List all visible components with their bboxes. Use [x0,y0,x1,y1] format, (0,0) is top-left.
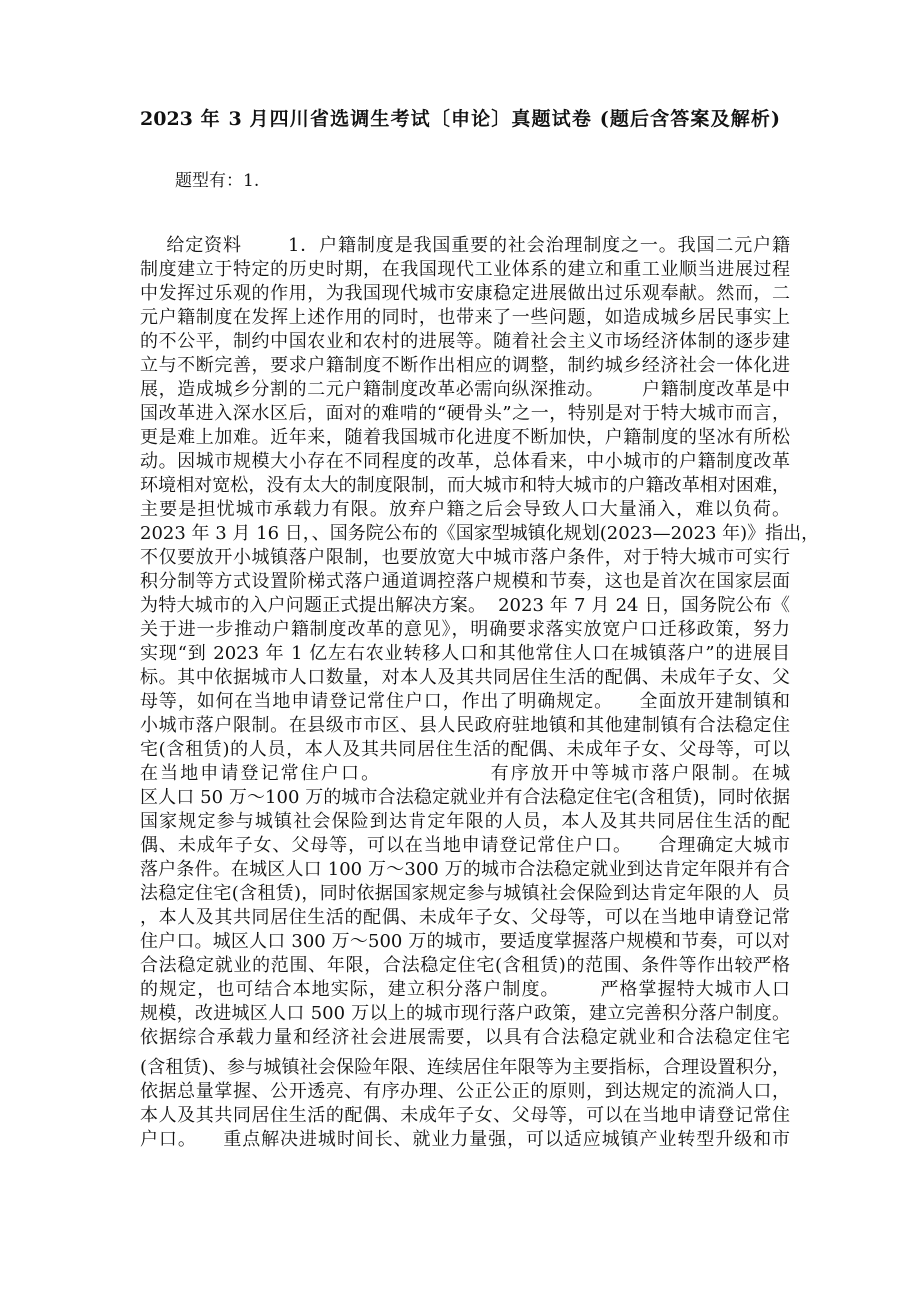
body-line: 实现“到 2023 年 1 亿左右农业转移人口和其他常住人口在城镇落户”的进展目 [140,643,790,664]
body-line: 元户籍制度在发挥上述作用的同时，也带来了一些问题，如造成城乡居民事实上 [140,307,790,328]
body-line: 为特大城市的入户问题正式提出解决方案。 2023 年 7 月 24 日，国务院公布《 [140,595,790,616]
body-line: 户口。 重点解决进城时间长、就业力量强，可以适应城镇产业转型升级和市 [140,1129,790,1150]
body-line: 合法稳定就业的范围、年限，合法稳定住宅(含租赁)的范围、条件等作出较严格 [140,955,790,976]
body-line: 动。因城市规模大小存在不同程度的改革，总体看来，中小城市的户籍制度改革 [140,451,790,472]
body-line: 不仅要放开小城镇落户限制，也要放宽大中城市落户条件，对于特大城市可实行 [140,547,790,568]
body-line: 国改革进入深水区后，面对的难啃的“硬骨头”之一，特别是对于特大城市而言， [140,403,790,424]
body-line: 国家规定参与城镇社会保险到达肯定年限的人员，本人及其共同居住生活的配 [140,811,790,832]
question-type: 题型有：1. [175,171,260,191]
body-line: 2023 年 3 月 16 日，、国务院公布的《国家型城镇化规划(2023—2023 年)》指出， [140,523,820,544]
body-line: 本人及其共同居住生活的配偶、未成年子女、父母等，可以在当地申请登记常住 [140,1105,790,1126]
document-title: 2023 年 3 月四川省选调生考试〔申论〕真题试卷 (题后含答案及解析) [140,108,780,130]
body-line: 宅(含租赁)的人员，本人及其共同居住生活的配偶、未成年子女、父母等，可以 [140,739,790,760]
body-line: 的规定，也可结合本地实际，建立积分落户制度。 严格掌握特大城市人口 [140,979,790,1000]
body-line: 住户口。城区人口 300 万～500 万的城市，要适度掌握落户规模和节奏，可以对 [140,931,790,952]
body-line: 规模，改进城区人口 500 万以上的城市现行落户政策，建立完善积分落户制度。 [140,1003,790,1024]
body-line: 环境相对宽松，没有太大的制度限制，而大城市和特大城市的户籍改革相对困难， [140,475,790,496]
body-line: (含租赁)、参与城镇社会保险年限、连续居住年限等为主要指标，合理设置积分， [140,1057,790,1078]
body-line: 区人口 50 万～100 万的城市合法稳定就业并有合法稳定住宅(含租赁)，同时依据 [140,787,790,808]
body-line: 落户条件。在城区人口 100 万～300 万的城市合法稳定就业到达肯定年限并有合 [140,859,790,880]
body-line: ，本人及其共同居住生活的配偶、未成年子女、父母等，可以在当地申请登记常 [140,907,790,928]
body-line: 依据总量掌握、公开透亮、有序办理、公正公正的原则，到达规定的流淌人口， [140,1081,790,1102]
body-line: 积分制等方式设置阶梯式落户通道调控落户规模和节奏，这也是首次在国家层面 [140,571,790,592]
body-line: 制度建立于特定的历史时期，在我国现代工业体系的建立和重工业顺当进展过程 [140,259,790,280]
document-body [140,234,820,1152]
body-line: 关于进一步推动户籍制度改革的意见》，明确要求落实放宽户口迁移政策，努力 [140,619,790,640]
body-line: 在当地申请登记常住户口。 有序放开中等城市落户限制。在城 [140,763,790,784]
body-line: 立与不断完善，要求户籍制度不断作出相应的调整，制约城乡经济社会一体化进 [140,355,790,376]
body-line: 更是难上加难。近年来，随着我国城市化进度不断加快，户籍制度的坚冰有所松 [140,427,790,448]
body-line: 的不公平，制约中国农业和农村的进展等。随着社会主义市场经济体制的逐步建 [140,331,790,352]
body-line: 小城市落户限制。在县级市市区、县人民政府驻地镇和其他建制镇有合法稳定住 [140,715,790,736]
body-line: 标。其中依据城市人口数量，对本人及其共同居住生活的配偶、未成年子女、父 [140,667,790,688]
body-line: 母等，如何在当地申请登记常住户口，作出了明确规定。 全面放开建制镇和 [140,691,790,712]
body-line: 依据综合承载力量和经济社会进展需要，以具有合法稳定就业和合法稳定住宅 [140,1027,790,1048]
body-line: 展，造成城乡分割的二元户籍制度改革必需向纵深推动。 户籍制度改革是中 [140,379,790,400]
body-line: 法稳定住宅(含租赁)，同时依据国家规定参与城镇社会保险到达肯定年限的人 员 [140,883,790,904]
body-line: 主要是担忧城市承载力有限。放弃户籍之后会导致人口大量涌入，难以负荷。 [140,499,790,520]
body-line: 偶、未成年子女、父母等，可以在当地申请登记常住户口。 合理确定大城市 [140,835,790,856]
body-line: 给定资料 1．户籍制度是我国重要的社会治理制度之一。我国二元户籍 [140,235,790,256]
body-line: 中发挥过乐观的作用，为我国现代城市安康稳定进展做出过乐观奉献。然而，二 [140,283,790,304]
